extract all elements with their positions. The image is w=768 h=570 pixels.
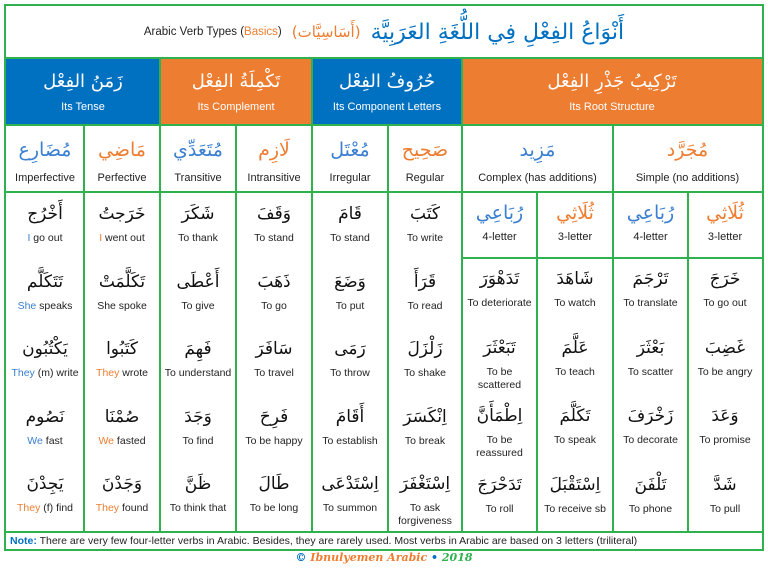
verb-meaning: [404, 300, 445, 313]
category-english: Its Complement: [197, 101, 275, 113]
verb-meaning: [258, 300, 290, 313]
verb-arabic: اِنْكَسَرَ: [403, 406, 447, 427]
meaning-text: To watch: [554, 297, 596, 309]
meaning-text: To be happy: [245, 434, 303, 447]
meaning-text: To receive sb: [544, 502, 606, 515]
meaning-text: To go: [261, 299, 287, 312]
meaning-text: To stand: [330, 232, 370, 244]
meaning-text: To be reassured: [476, 434, 523, 459]
note-label: Note:: [10, 535, 37, 547]
meaning-text: To throw: [330, 367, 370, 379]
verb-entry: [537, 395, 613, 464]
verb-arabic: فَهِمَ: [184, 339, 212, 359]
pronoun-highlight: They: [16, 502, 41, 514]
verb-arabic: قَامَ: [338, 204, 362, 224]
title-bar: [6, 6, 762, 58]
pronoun-highlight: We: [98, 434, 115, 447]
meaning-text: To break: [404, 434, 446, 447]
meaning-text: To be angry: [697, 365, 753, 378]
verb-arabic: وَضَعَ: [334, 271, 366, 292]
verb-entry: [388, 463, 462, 531]
verb-arabic: يَكْتُبُون: [22, 339, 68, 359]
subcategory-cell: [312, 126, 388, 191]
category-arabic: تَرْكِيبُ جَذْرِ الفِعْل: [547, 71, 677, 92]
verb-entry: [236, 193, 312, 261]
verb-arabic: أَعْطَى: [176, 271, 220, 292]
subcategory-arabic: مَزِيد: [519, 139, 556, 161]
meaning-text: fast: [42, 434, 63, 447]
verb-meaning: [178, 300, 217, 313]
verb-entry: [84, 328, 160, 396]
verb-meaning: [175, 232, 221, 245]
meaning-text: To shake: [403, 367, 447, 379]
verb-meaning: [327, 232, 373, 245]
category-arabic: حُرُوفُ الفِعْل: [338, 71, 436, 92]
subcategory-english: Regular: [405, 172, 445, 184]
verb-arabic: شَكَرَ: [181, 204, 215, 224]
verb-entry: [688, 258, 762, 327]
meaning-text: go out: [30, 232, 63, 244]
footer-credit: © Ibnulyemen Arabic • 2018: [295, 551, 473, 564]
verb-arabic: زَلْزَلَ: [407, 339, 443, 359]
letter-type-arabic: رُبَاعِي: [626, 202, 675, 224]
verb-arabic: زَخْرَفَ: [627, 406, 674, 426]
verb-meaning: [388, 502, 462, 528]
verb-entry: [160, 396, 236, 464]
verb-entry: [236, 328, 312, 396]
verb-entry: [388, 261, 462, 329]
subcategory-arabic: مُضَارِع: [18, 139, 72, 161]
verb-arabic: كَتَبُوا: [106, 339, 138, 359]
meaning-text: To roll: [485, 502, 514, 515]
pronoun-highlight: They: [11, 367, 35, 379]
grid-line: [612, 124, 614, 531]
verb-meaning: [162, 367, 235, 380]
verb-entry: [312, 261, 388, 329]
verb-entry: [160, 261, 236, 329]
verb-entry: [160, 193, 236, 261]
verb-meaning: [93, 367, 151, 380]
meaning-text: To be long: [249, 502, 299, 514]
meaning-text: (f) find: [40, 502, 74, 514]
verb-entry: [462, 395, 537, 464]
grid-line: [311, 124, 313, 531]
verb-arabic: كَتَبَ: [410, 204, 440, 224]
meaning-text: To phone: [628, 502, 673, 515]
subcategory-arabic: مُجَرَّد: [666, 139, 709, 161]
subcategory-english: Intransitive: [247, 172, 301, 184]
verb-meaning: [24, 232, 65, 245]
meaning-text: To scatter: [627, 365, 674, 378]
category-header: [312, 58, 462, 124]
verb-meaning: [247, 502, 301, 515]
grid-line: [461, 124, 463, 531]
verb-meaning: [95, 435, 148, 448]
subcategory-english: Imperfective: [15, 172, 75, 184]
verb-meaning: [319, 435, 380, 448]
verb-arabic: وَجَدَ: [184, 406, 212, 427]
verb-meaning: [93, 502, 152, 515]
verb-entry: [84, 261, 160, 329]
grid-line: [311, 57, 313, 124]
verb-entry: [84, 463, 160, 531]
letter-type-english: 3-letter: [707, 231, 743, 243]
verb-arabic: ذَهَبَ: [257, 271, 291, 292]
grid-line: [6, 191, 762, 193]
subcategory-cell: [160, 126, 236, 191]
verb-meaning: [696, 434, 753, 447]
verb-arabic: وَجَدْنَ: [101, 474, 143, 494]
verb-arabic: اِسْتَقْبَلَ: [549, 474, 601, 495]
meaning-text: To promise: [699, 434, 751, 446]
verb-entry: [537, 258, 613, 327]
verb-arabic: شَدَّ: [713, 474, 737, 495]
subcategory-cell: [388, 126, 462, 191]
verb-entry: [462, 327, 537, 396]
verb-meaning: [700, 297, 749, 310]
letter-type-english: 3-letter: [557, 231, 593, 243]
meaning-text: To write: [406, 232, 444, 244]
year: 2018: [441, 551, 473, 564]
verb-meaning: [242, 435, 305, 448]
verb-arabic: تَتَكَلَّم: [26, 271, 64, 292]
verb-entry: [312, 193, 388, 261]
category-header: [160, 58, 312, 124]
verb-arabic: سَافَرَ: [255, 339, 293, 359]
subcategory-english: Transitive: [174, 172, 222, 184]
meaning-text: To speak: [553, 434, 597, 446]
verb-arabic: فَرِحَ: [259, 406, 289, 427]
verb-arabic: تَدَهْوَرَ: [479, 269, 520, 289]
category-arabic: تَكْمِلَةُ الفِعْل: [191, 71, 281, 92]
letter-type-cell: [688, 193, 762, 257]
subcategory-arabic: مُعْتَل: [330, 139, 370, 161]
meaning-text: found: [119, 502, 149, 514]
verb-meaning: [551, 297, 598, 310]
verb-arabic: تَلْفَنَ: [634, 474, 667, 495]
grid-line: [461, 57, 463, 124]
subcategory-english: Irregular: [329, 172, 371, 184]
meaning-text: To establish: [322, 434, 378, 447]
pronoun-highlight: I: [27, 232, 31, 244]
verb-meaning: [541, 503, 609, 516]
grid-line: [536, 191, 538, 531]
verb-meaning: [14, 502, 76, 515]
letter-type-arabic: رُبَاعِي: [475, 202, 524, 224]
verb-meaning: [251, 367, 297, 380]
verb-arabic: وَقَفَ: [257, 204, 291, 224]
pronoun-highlight: They: [95, 502, 120, 514]
meaning-text: To thank: [178, 232, 218, 244]
meaning-text: To find: [182, 434, 214, 447]
verb-meaning: [620, 297, 680, 310]
verb-meaning: [320, 502, 380, 515]
verb-arabic: قَرَأَ: [413, 271, 437, 292]
verb-arabic: بَعْثَرَ: [636, 337, 665, 358]
meaning-text: To translate: [623, 297, 678, 309]
verb-arabic: غَضِبَ: [704, 337, 746, 358]
verb-meaning: [551, 434, 599, 447]
verb-entry: [236, 261, 312, 329]
meaning-text: To understand: [164, 367, 232, 379]
verb-entry: [613, 258, 688, 327]
verb-meaning: [707, 503, 743, 516]
subcategory-cell: [462, 126, 613, 191]
verb-arabic: شَاهَدَ: [556, 269, 594, 289]
verb-arabic: اِسْتَدْعَى: [321, 474, 379, 494]
verb-entry: [160, 463, 236, 531]
category-header: [6, 58, 160, 124]
pronoun-highlight: She: [17, 299, 37, 312]
verb-meaning: [462, 366, 537, 392]
verb-meaning: [402, 435, 448, 448]
verb-meaning: [180, 435, 217, 448]
category-english: Its Tense: [61, 101, 105, 113]
verb-entry: [6, 463, 84, 531]
letter-type-cell: [462, 193, 537, 257]
verb-entry: [312, 396, 388, 464]
verb-arabic: تَبَعْثَرَ: [483, 337, 516, 358]
verb-entry: [462, 258, 537, 327]
verb-arabic: صُمْنَا: [104, 406, 140, 427]
meaning-text: To deteriorate: [467, 297, 532, 309]
meaning-text: went out: [102, 232, 145, 244]
verb-meaning: [96, 232, 148, 245]
verb-meaning: [327, 367, 373, 380]
meaning-text: To teach: [555, 365, 595, 378]
category-arabic: زَمَنُ الفِعْل: [43, 71, 123, 92]
note-bar: [6, 533, 762, 550]
pronoun-highlight: I: [99, 232, 103, 244]
verb-arabic: تَكَلَّمَتْ: [98, 271, 146, 292]
verb-arabic: نَصُوم: [25, 406, 65, 427]
verb-meaning: [552, 366, 598, 379]
meaning-text: To summon: [322, 502, 378, 514]
grid-line: [159, 124, 161, 531]
letter-type-arabic: ثُلَاثِي: [706, 202, 744, 224]
meaning-text: speaks: [36, 299, 73, 312]
verb-entry: [160, 328, 236, 396]
verb-arabic: اِسْتَغْفَرَ: [399, 474, 451, 494]
category-header: [462, 58, 762, 124]
verb-arabic: اِطْمَأَنَّ: [476, 406, 523, 426]
title-arabic: أَنْوَاعُ الفِعْلِ فِي اللُّغَةِ العَرَبِيَّة: [370, 19, 625, 45]
verb-meaning: [462, 434, 537, 460]
letter-type-arabic: ثُلَاثِي: [556, 202, 594, 224]
grid-line: [83, 124, 85, 531]
category-english: Its Root Structure: [569, 101, 655, 113]
subcategory-cell: [6, 126, 84, 191]
subcategory-english: Perfective: [97, 172, 147, 184]
verb-entry: [236, 396, 312, 464]
verb-arabic: تَرْجَمَ: [632, 269, 669, 289]
verb-meaning: [8, 367, 81, 380]
verb-entry: [6, 328, 84, 396]
meaning-text: fasted: [114, 434, 146, 447]
verb-meaning: [625, 366, 677, 379]
subcategory-english: Complex (has additions): [478, 172, 597, 184]
verb-entry: [537, 464, 613, 533]
verb-meaning: [251, 232, 297, 245]
verb-arabic: تَدَحْرَجَ: [477, 474, 522, 495]
verb-arabic: أَخْرُج: [27, 204, 63, 224]
letter-type-english: 4-letter: [482, 231, 517, 243]
category-english: Its Component Letters: [332, 101, 442, 113]
meaning-text: To pull: [709, 502, 741, 515]
subcategory-arabic: مُتَعَدِّي: [173, 139, 223, 161]
verb-entry: [6, 261, 84, 329]
verb-meaning: [15, 300, 76, 313]
subcategory-arabic: لَازِم: [258, 139, 290, 161]
subcategory-arabic: مَاضِي: [98, 139, 146, 161]
verb-meaning: [464, 297, 534, 310]
verb-meaning: [695, 366, 756, 379]
grid-line: [387, 124, 389, 531]
meaning-text: To put: [335, 299, 365, 312]
verb-entry: [6, 396, 84, 464]
meaning-text: To be scattered: [477, 365, 522, 391]
note-text: There are very few four-letter verbs in Arabic. Besides, they are rarely used. Most verbs in Arabic are based on 3 letters (triliteral): [36, 535, 638, 547]
grid-line: [235, 124, 237, 531]
verb-arabic: رَمَى: [334, 339, 366, 359]
letter-type-english: 4-letter: [633, 231, 668, 243]
grid-line: [687, 191, 689, 531]
meaning-text: wrote: [119, 367, 148, 379]
verb-entry: [613, 395, 688, 464]
meaning-text: To think that: [169, 502, 227, 514]
grid-line: [6, 57, 762, 59]
verb-meaning: [620, 434, 681, 447]
letter-type-cell: [613, 193, 688, 257]
grid-line: [6, 124, 762, 126]
verb-arabic: تَكَلَّمَ: [559, 406, 591, 426]
verb-arabic: خَرَجَ: [709, 269, 741, 289]
verb-arabic: وَعَدَ: [711, 406, 739, 426]
verb-arabic: طَالَ: [258, 474, 290, 494]
verb-entry: [613, 327, 688, 396]
meaning-text: (m) write: [34, 367, 79, 379]
meaning-text: To ask forgiveness: [398, 502, 452, 527]
pronoun-highlight: We: [27, 434, 43, 447]
meaning-text: To go out: [703, 297, 747, 309]
verb-meaning: [94, 300, 150, 313]
verb-entry: [84, 396, 160, 464]
subcategory-cell: [613, 126, 762, 191]
verb-entry: [84, 193, 160, 261]
grid-line: [159, 57, 161, 124]
pronoun-highlight: They: [96, 367, 120, 379]
verb-meaning: [24, 435, 65, 448]
verb-arabic: عَلَّمَ: [561, 337, 589, 358]
title-english: Arabic Verb Types (Basics): [143, 26, 282, 38]
verb-meaning: [167, 502, 230, 515]
meaning-text: To stand: [254, 232, 294, 244]
verb-arabic: يَجِدْنَ: [26, 474, 64, 494]
subcategory-arabic: صَحِيح: [401, 139, 449, 161]
verb-entry: [688, 464, 762, 533]
verb-entry: [688, 327, 762, 396]
meaning-text: To decorate: [623, 434, 678, 446]
verb-meaning: [404, 232, 446, 245]
subcategory-cell: [84, 126, 160, 191]
verb-meaning: [626, 503, 675, 516]
title-arabic-subtitle: (أَسَاسِيَّات): [291, 23, 361, 41]
verb-entry: [6, 193, 84, 261]
verb-entry: [613, 464, 688, 533]
meaning-text: To give: [181, 299, 215, 312]
verb-entry: [312, 328, 388, 396]
subcategory-cell: [236, 126, 312, 191]
brand-name: Ibnulyemen Arabic: [310, 551, 428, 564]
verb-arabic: أَقَامَ: [335, 406, 365, 427]
verb-entry: [688, 395, 762, 464]
verb-meaning: [401, 367, 449, 380]
meaning-text: To travel: [254, 367, 294, 379]
subcategory-english: Simple (no additions): [635, 172, 740, 184]
verb-entry: [388, 193, 462, 261]
letter-type-cell: [537, 193, 613, 257]
verb-arabic: خَرَجتُ: [98, 204, 146, 224]
verb-entry: [236, 463, 312, 531]
verb-meaning: [482, 503, 516, 516]
verb-entry: [312, 463, 388, 531]
verb-entry: [388, 328, 462, 396]
verb-entry: [462, 464, 537, 533]
verb-entry: [537, 327, 613, 396]
meaning-text: To read: [407, 299, 443, 312]
meaning-text: She spoke: [97, 299, 147, 312]
verb-entry: [388, 396, 462, 464]
verb-arabic: ظَنَّ: [184, 474, 212, 494]
verb-meaning: [333, 300, 368, 313]
